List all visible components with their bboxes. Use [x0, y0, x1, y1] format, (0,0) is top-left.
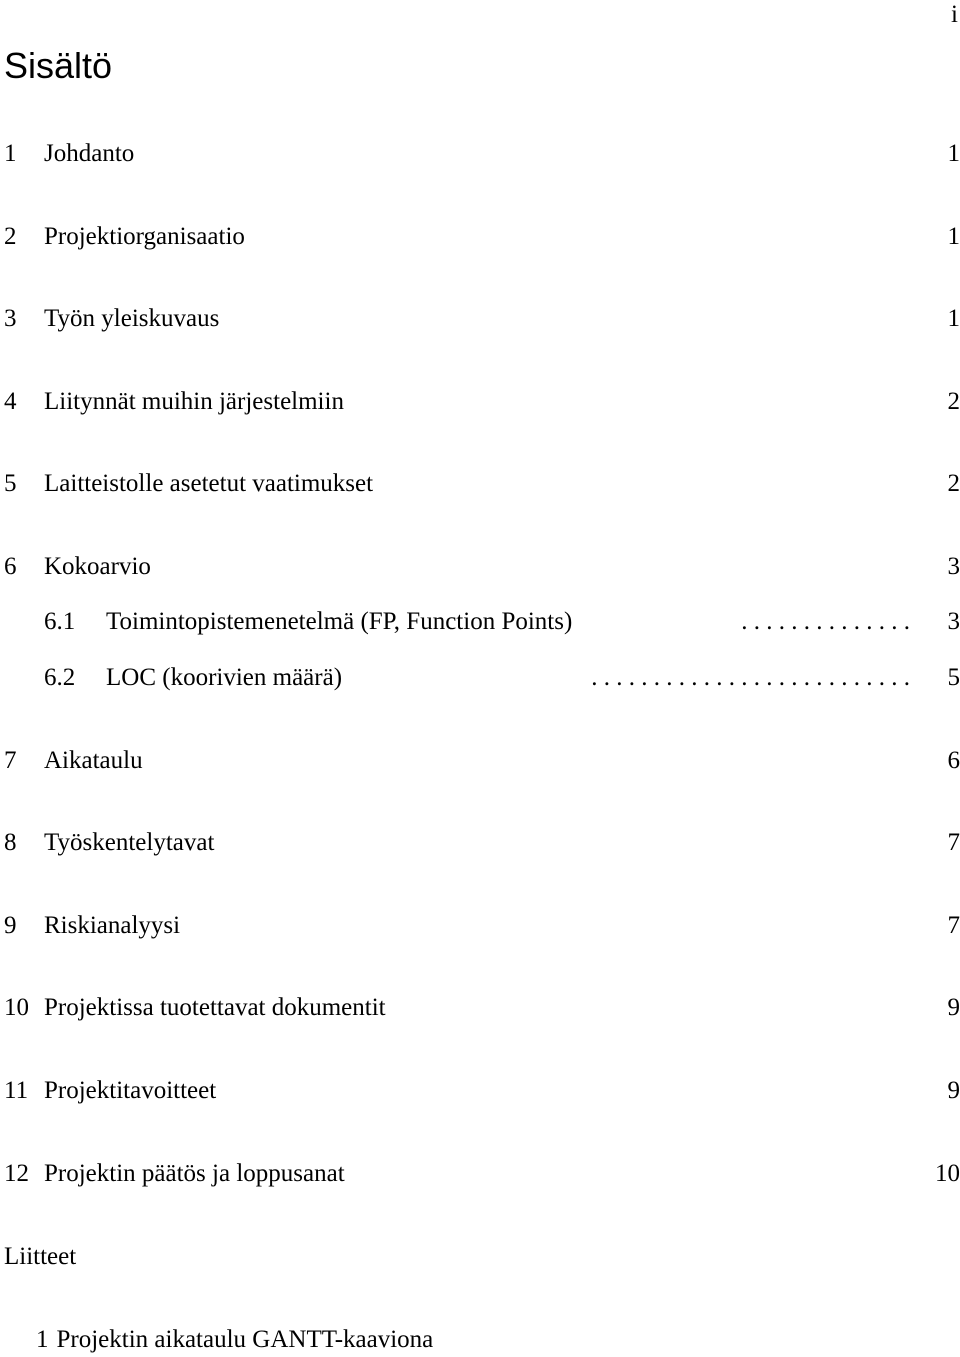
toc-entry-title: Laitteistolle asetetut vaatimukset: [44, 467, 373, 501]
toc-entry-6[interactable]: [0, 550, 960, 584]
toc-entry-5[interactable]: [0, 467, 960, 501]
toc-entry-7[interactable]: [0, 744, 960, 778]
toc-entry-number: 2: [4, 220, 17, 254]
toc-entry-page: 7: [948, 909, 960, 943]
toc-entry-title: Riskianalyysi: [44, 909, 180, 943]
toc-leader-dots: . . . . . . . . . . . . . .: [741, 605, 910, 639]
toc-entry-title: Projektissa tuotettavat dokumentit: [44, 991, 386, 1025]
toc-leader-dots: . . . . . . . . . . . . . . . . . . . . . . . . . .: [591, 661, 910, 695]
toc-entry-number: 10: [4, 991, 29, 1025]
toc-entry-page: 6: [948, 744, 960, 778]
toc-entry-title: Projektin päätös ja loppusanat: [44, 1157, 345, 1191]
toc-entry-number: 11: [4, 1074, 28, 1108]
toc-entry-1[interactable]: [0, 137, 960, 171]
toc-entry-page: 1: [948, 137, 960, 171]
toc-entry-title: Liitynnät muihin järjestelmiin: [44, 385, 344, 419]
toc-entry-2[interactable]: [0, 220, 960, 254]
appendix-entry-1[interactable]: [36, 1323, 433, 1357]
toc-entry-number: 4: [4, 385, 17, 419]
toc-entry-3[interactable]: [0, 302, 960, 336]
toc-entry-number: 7: [4, 744, 17, 778]
toc-entry-number: 8: [4, 826, 17, 860]
toc-subentry-page: 5: [948, 661, 960, 695]
toc-entry-title: Projektitavoitteet: [44, 1074, 216, 1108]
toc-subentry-page: 3: [948, 605, 960, 639]
page-number: i: [951, 0, 958, 30]
toc-entry-number: 6: [4, 550, 17, 584]
toc-entry-page: 2: [948, 385, 960, 419]
toc-entry-page: 3: [948, 550, 960, 584]
toc-entry-8[interactable]: [0, 826, 960, 860]
toc-entry-page: 9: [948, 1074, 960, 1108]
toc-entry-number: 3: [4, 302, 17, 336]
toc-entry-number: 5: [4, 467, 17, 501]
toc-title: Sisältö: [4, 44, 112, 88]
toc-subentry-6-1[interactable]: [0, 605, 960, 639]
toc-entry-9[interactable]: [0, 909, 960, 943]
toc-subentry-title: LOC (koorivien määrä): [106, 661, 342, 695]
toc-entry-number: 12: [4, 1157, 29, 1191]
toc-subentry-number: 6.1: [44, 605, 75, 639]
toc-entry-title: Työn yleiskuvaus: [44, 302, 219, 336]
toc-entry-page: 9: [948, 991, 960, 1025]
toc-entry-title: Projektiorganisaatio: [44, 220, 245, 254]
appendix-entry-title: Projektin aikataulu GANTT-kaaviona: [57, 1326, 434, 1353]
toc-subentry-number: 6.2: [44, 661, 75, 695]
toc-entry-page: 1: [948, 220, 960, 254]
appendix-title: Liitteet: [4, 1240, 76, 1274]
toc-entry-title: Johdanto: [44, 137, 134, 171]
toc-entry-page: 7: [948, 826, 960, 860]
toc-entry-10[interactable]: [0, 991, 960, 1025]
toc-subentry-title: Toimintopistemenetelmä (FP, Function Points): [106, 605, 572, 639]
appendix-entry-number: 1: [36, 1326, 49, 1353]
toc-entry-4[interactable]: [0, 385, 960, 419]
toc-entry-number: 1: [4, 137, 17, 171]
toc-entry-title: Työskentelytavat: [44, 826, 214, 860]
toc-entry-page: 2: [948, 467, 960, 501]
toc-entry-number: 9: [4, 909, 17, 943]
toc-subentry-6-2[interactable]: [0, 661, 960, 695]
toc-entry-page: 10: [935, 1157, 960, 1191]
toc-entry-title: Kokoarvio: [44, 550, 151, 584]
toc-entry-11[interactable]: [0, 1074, 960, 1108]
toc-entry-page: 1: [948, 302, 960, 336]
toc-entry-title: Aikataulu: [44, 744, 143, 778]
toc-entry-12[interactable]: [0, 1157, 960, 1191]
